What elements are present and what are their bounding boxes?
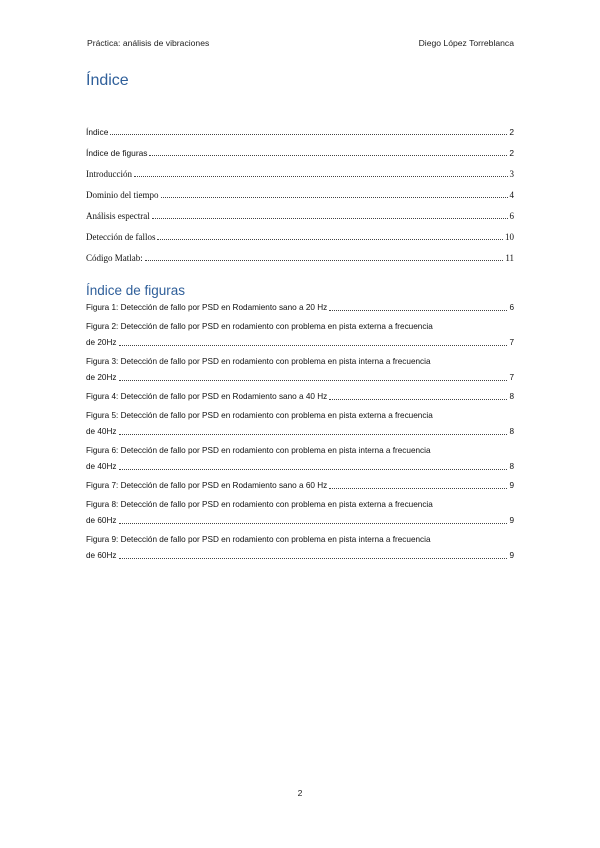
toc-heading: Índice (86, 72, 129, 89)
figure-entry[interactable] (86, 497, 514, 529)
dot-leader (329, 399, 507, 400)
toc-entry-page: 10 (505, 232, 514, 242)
figure-entry[interactable] (86, 408, 514, 440)
figure-entry-page: 7 (509, 338, 514, 347)
toc-entry-page: 6 (509, 211, 514, 221)
figure-entry-page: 6 (509, 303, 514, 312)
figure-entry-label-cont: de 60Hz (86, 551, 117, 560)
toc-entry-page: 2 (509, 127, 514, 137)
toc-entry[interactable] (86, 200, 514, 221)
figure-entry-page: 8 (509, 462, 514, 471)
toc-entry-label: Introducción (86, 169, 132, 179)
toc-entry-page: 3 (509, 169, 514, 179)
dot-leader (119, 380, 508, 381)
figure-entry[interactable] (86, 532, 514, 564)
toc-entry[interactable] (86, 137, 514, 158)
figure-entry-label-cont: de 60Hz (86, 516, 117, 525)
toc-entry-label: Análisis espectral (86, 211, 150, 221)
toc-entry[interactable] (86, 221, 514, 242)
figure-entry[interactable] (86, 443, 514, 475)
toc-entry-label: Índice (86, 127, 109, 137)
figure-entry[interactable] (86, 300, 514, 316)
toc-entry-page: 4 (509, 190, 514, 200)
toc-entry[interactable] (86, 116, 514, 137)
toc-entry-label: Dominio del tiempo (86, 190, 159, 200)
dot-leader (119, 345, 508, 346)
figure-entry-label: Figura 8: Detección de fallo por PSD en rodamiento con problema en pista externa a frecuencia (86, 500, 433, 509)
toc-entry[interactable] (86, 158, 514, 179)
dot-leader (157, 239, 503, 240)
figure-entry-label-cont: de 20Hz (86, 373, 117, 382)
figure-entry-label: Figura 9: Detección de fallo por PSD en rodamiento con problema en pista interna a frecuencia (86, 535, 431, 544)
dot-leader (119, 434, 508, 435)
figure-entry-page: 8 (509, 427, 514, 436)
header-author: Diego López Torreblanca (418, 38, 514, 48)
dot-leader (149, 155, 507, 156)
figure-entry-label-cont: de 20Hz (86, 338, 117, 347)
toc-entry-label: Detección de fallos (86, 232, 156, 242)
toc-entry-label: Código Matlab: (86, 253, 143, 263)
dot-leader (145, 260, 504, 261)
dot-leader (161, 197, 508, 198)
table-of-contents (86, 116, 514, 263)
figure-entry-label: Figura 4: Detección de fallo por PSD en Rodamiento sano a 40 Hz (86, 392, 328, 401)
figure-entry-page: 8 (509, 392, 514, 401)
figure-entry-label: Figura 5: Detección de fallo por PSD en rodamiento con problema en pista externa a frecuencia (86, 411, 433, 420)
figure-entry-label-cont: de 40Hz (86, 427, 117, 436)
figures-index (86, 300, 514, 567)
figure-entry-page: 7 (509, 373, 514, 382)
page-header (87, 38, 514, 52)
dot-leader (329, 310, 507, 311)
toc-entry[interactable] (86, 179, 514, 200)
toc-entry-page: 2 (509, 148, 514, 158)
toc-entry-label: Índice de figuras (86, 148, 148, 158)
figure-entry[interactable] (86, 319, 514, 351)
dot-leader (110, 134, 507, 135)
figure-entry-label: Figura 2: Detección de fallo por PSD en rodamiento con problema en pista externa a frecuencia (86, 322, 433, 331)
figure-entry-label-cont: de 40Hz (86, 462, 117, 471)
page-number: 2 (297, 788, 303, 798)
figure-entry[interactable] (86, 389, 514, 405)
dot-leader (119, 523, 508, 524)
figure-entry-label: Figura 1: Detección de fallo por PSD en Rodamiento sano a 20 Hz (86, 303, 328, 312)
figure-entry-page: 9 (509, 481, 514, 490)
toc-entry[interactable] (86, 242, 514, 263)
dot-leader (119, 558, 508, 559)
figure-entry[interactable] (86, 478, 514, 494)
dot-leader (329, 488, 507, 489)
figure-entry[interactable] (86, 354, 514, 386)
dot-leader (134, 176, 508, 177)
dot-leader (152, 218, 508, 219)
figure-entry-page: 9 (509, 551, 514, 560)
figure-entry-page: 9 (509, 516, 514, 525)
dot-leader (119, 469, 508, 470)
figure-entry-label: Figura 3: Detección de fallo por PSD en rodamiento con problema en pista interna a frecuencia (86, 357, 431, 366)
figure-entry-label: Figura 6: Detección de fallo por PSD en rodamiento con problema en pista interna a frecuencia (86, 446, 431, 455)
toc-entry-page: 11 (505, 253, 514, 263)
figures-index-heading: Índice de figuras (86, 283, 186, 298)
figure-entry-label: Figura 7: Detección de fallo por PSD en Rodamiento sano a 60 Hz (86, 481, 328, 490)
header-left-title: Práctica: análisis de vibraciones (87, 38, 210, 48)
